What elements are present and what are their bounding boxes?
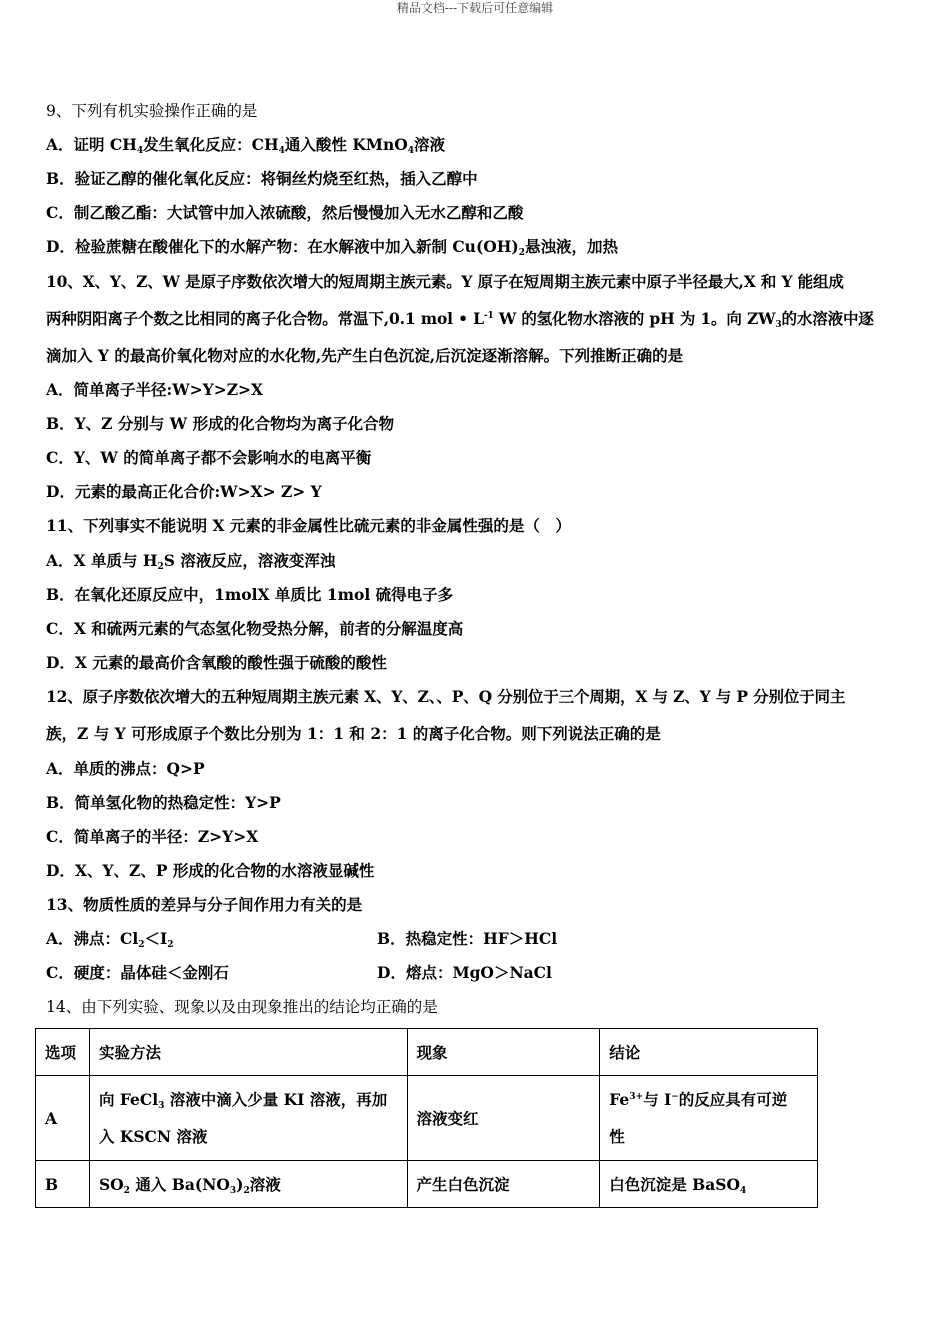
q13-option-c: C．硬度：晶体硅＜金刚石 [46, 963, 229, 982]
row-a-method: 向 FeCl$_3$ 溶液中滴入少量 KI 溶液，再加 入 KSCN 溶液 [89, 1076, 407, 1161]
col-header-phenomenon: 现象 [407, 1029, 600, 1076]
q11-option-d: D．X 元素的最高价含氧酸的酸性强于硫酸的酸性 [46, 653, 387, 672]
q10-option-c: C．Y、W 的简单离子都不会影响水的电离平衡 [46, 448, 372, 467]
experiment-table [35, 1028, 818, 1208]
table-row [36, 1076, 818, 1161]
q9-option-c: C．制乙酸乙酯：大试管中加入浓硫酸，然后慢慢加入无水乙醇和乙酸 [46, 203, 524, 222]
q11-option-a: A．X 单质与 $H_2S$ 溶液反应，溶液变浑浊 [46, 551, 336, 572]
q10-option-b: B．Y、Z 分别与 W 形成的化合物均为离子化合物 [46, 414, 395, 433]
q13-option-a: A．沸点：$Cl_2<I_2$ [46, 929, 174, 950]
q13-option-d: D．熔点：MgO＞NaCl [377, 963, 552, 982]
q12-option-c: C．简单离子的半径：Z>Y>X [46, 827, 259, 846]
q9-option-b: B．验证乙醇的催化氧化反应：将铜丝灼烧至红热，插入乙醇中 [46, 169, 478, 188]
table-header-row [36, 1029, 818, 1076]
row-b-option: B [36, 1161, 90, 1208]
table-row [36, 1161, 818, 1208]
q11-stem: 11、下列事实不能说明 X 元素的非金属性比硫元素的非金属性强的是（ ） [46, 516, 571, 535]
q14-stem: 14、由下列实验、现象以及由现象推出的结论均正确的是 [46, 998, 438, 1016]
q12-option-a: A．单质的沸点：Q>P [46, 759, 205, 778]
q13-option-b: B．热稳定性：HF＞HCl [377, 929, 558, 948]
row-b-method: $SO_2$ 通入 $Ba(NO_3)_2$溶液 [89, 1161, 407, 1208]
q10-stem-line3: 滴加入 Y 的最高价氧化物对应的水化物,先产生白色沉淀,后沉淀逐渐溶解。下列推断正确的是 [46, 346, 684, 365]
q9-option-d: D．检验蔗糖在酸催化下的水解产物：在水解液中加入新制 $Cu(OH)_2$悬浊液，加热 [46, 237, 619, 258]
q11-option-c: C．X 和硫两元素的气态氢化物受热分解，前者的分解温度高 [46, 619, 464, 638]
row-a-option: A [36, 1076, 90, 1161]
row-a-phenomenon: 溶液变红 [407, 1076, 600, 1161]
q12-stem-line1: 12、原子序数依次增大的五种短周期主族元素 X、Y、Z、、P、Q 分别位于三个周期，X 与 Z、Y 与 P 分别位于同主 [46, 687, 846, 706]
row-b-phenomenon: 产生白色沉淀 [407, 1161, 600, 1208]
q9-option-a: A．证明 $CH_4$发生氧化反应：$CH_4$通入酸性 KMnO$_4$溶液 [46, 135, 446, 156]
q13-stem: 13、物质性质的差异与分子间作用力有关的是 [46, 895, 363, 914]
q10-stem-line1: 10、X、Y、Z、W 是原子序数依次增大的短周期主族元素。Y 原子在短周期主族元素中原子半径最大,X 和 Y 能组成 [46, 272, 844, 291]
q12-option-b: B．简单氢化物的热稳定性：Y>P [46, 793, 281, 812]
col-header-option: 选项 [36, 1029, 90, 1076]
col-header-method: 实验方法 [89, 1029, 407, 1076]
row-a-conclusion: $Fe^{3+}$与 I−的反应具有可逆 性 [600, 1076, 818, 1161]
q12-option-d: D．X、Y、Z、P 形成的化合物的水溶液显碱性 [46, 861, 375, 880]
row-b-conclusion: 白色沉淀是 BaSO$_4$ [600, 1161, 818, 1208]
q12-stem-line2: 族，Z 与 Y 可形成原子个数比分别为 1：1 和 2：1 的离子化合物。则下列说法正确的是 [46, 724, 661, 743]
q10-stem-line2: 两种阴阳离子个数之比相同的离子化合物。常温下,0.1 mol • $L^{-1}$ W 的氢化物水溶液的 pH 为 1。向 $ZW_3$的水溶液中逐 [46, 309, 874, 330]
page-header-watermark: 精品文档---下载后可任意编辑 [396, 1, 554, 15]
q10-option-a: A．简单离子半径:W>Y>Z>X [46, 380, 264, 399]
col-header-conclusion: 结论 [600, 1029, 818, 1076]
q9-stem: 9、下列有机实验操作正确的是 [46, 102, 258, 120]
q11-option-b: B．在氧化还原反应中，1molX 单质比 1mol 硫得电子多 [46, 585, 454, 604]
q10-option-d: D．元素的最高正化合价:W>X> Z> Y [46, 482, 322, 501]
